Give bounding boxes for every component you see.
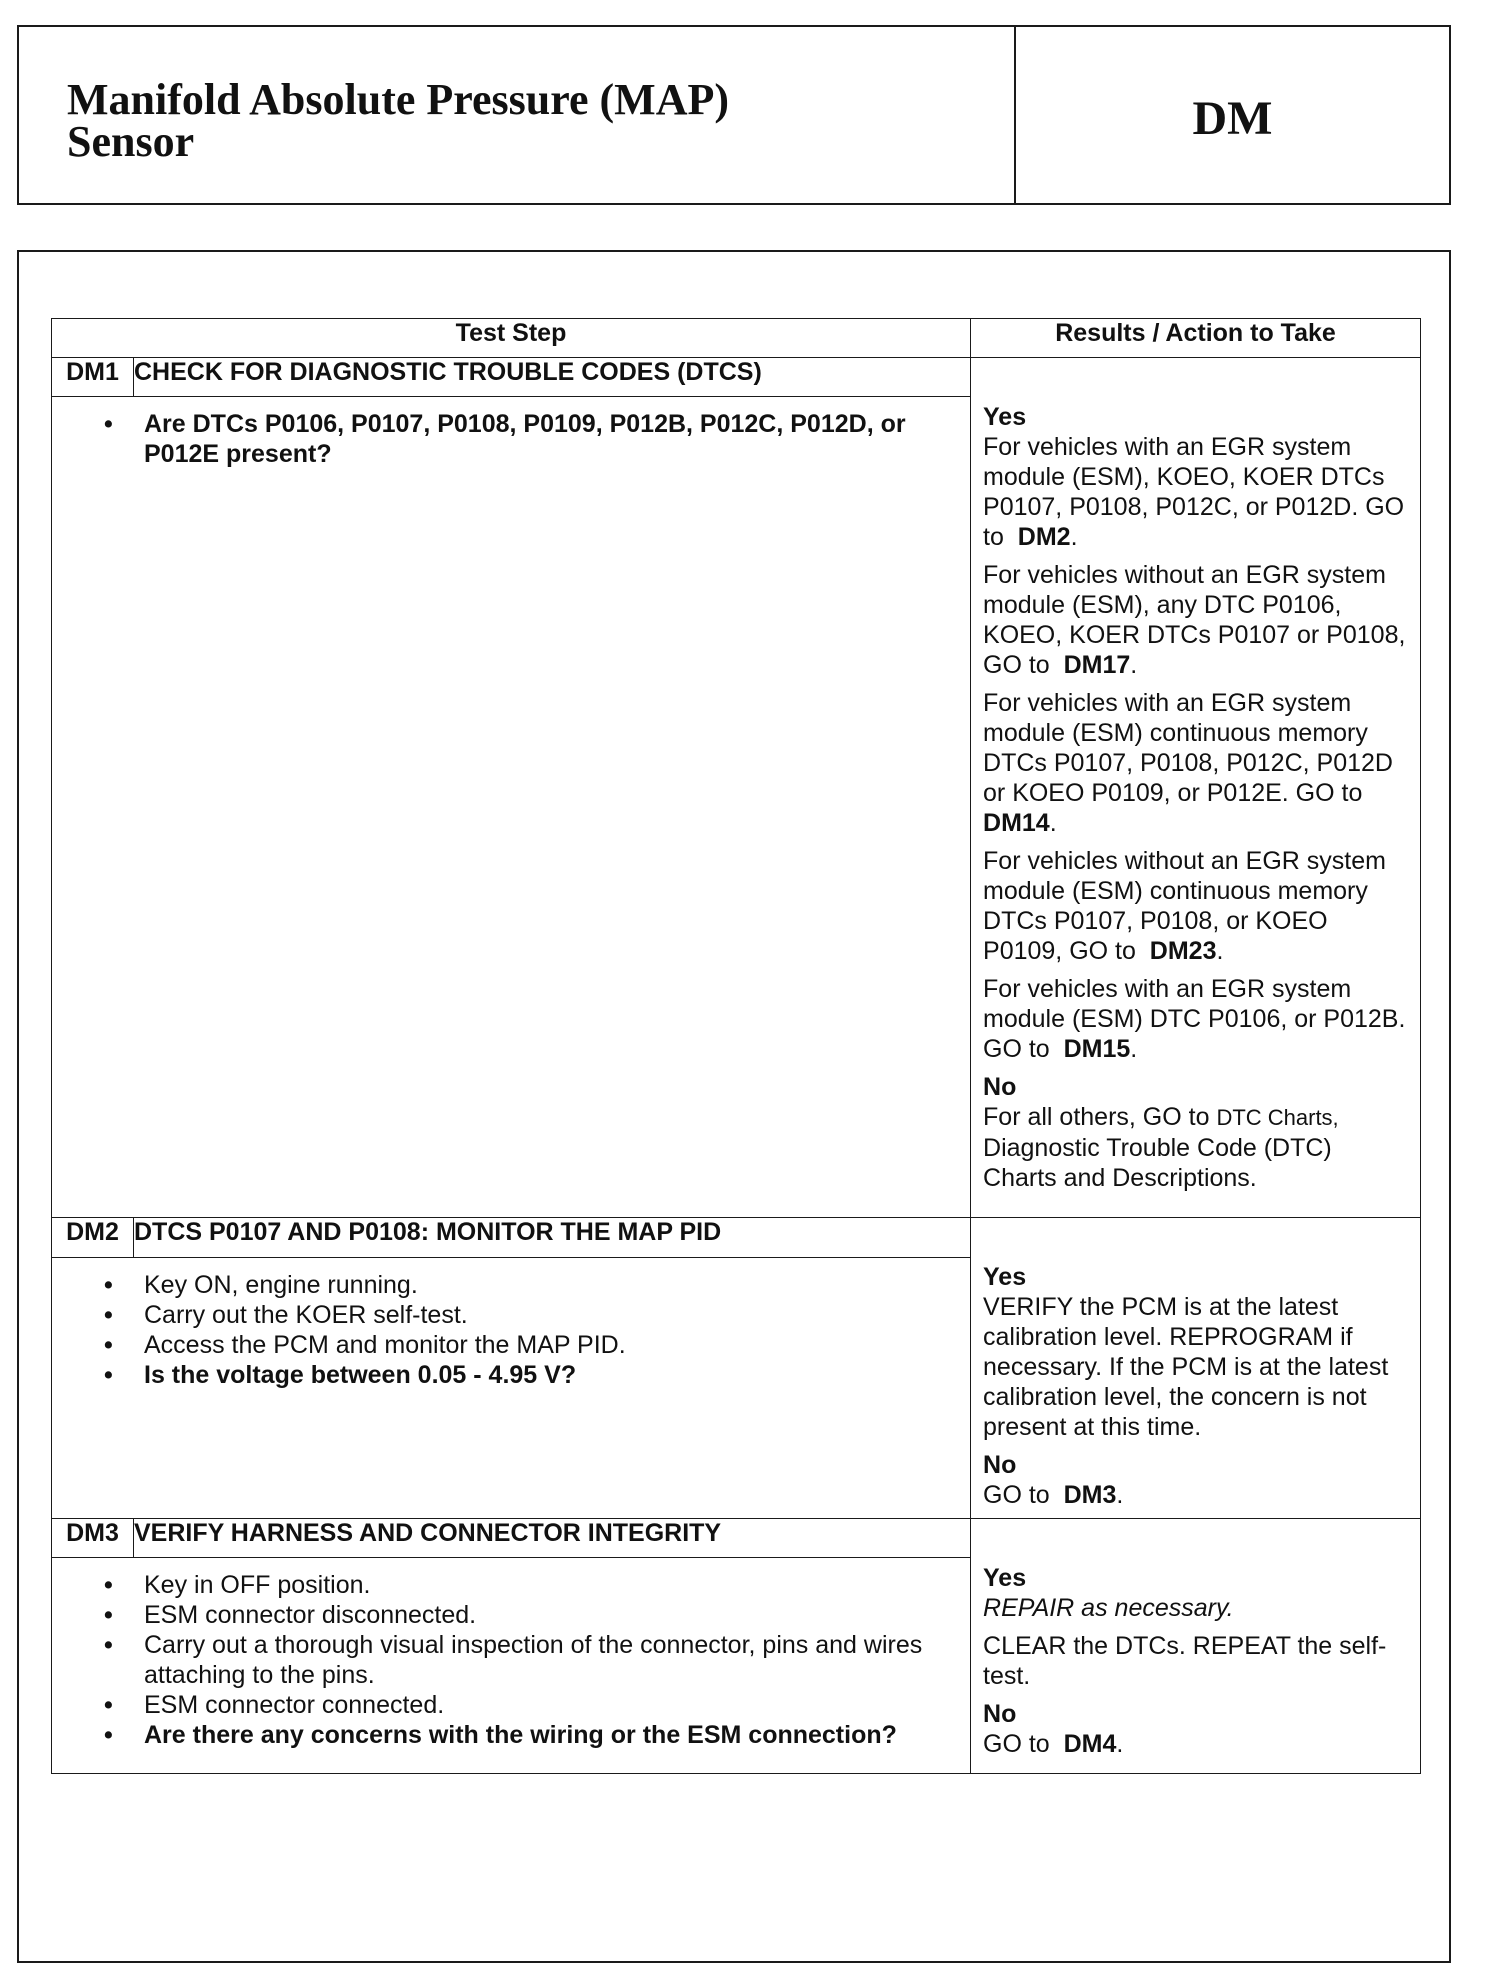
step-id-dm1: DM1 xyxy=(52,358,134,397)
table-header-row xyxy=(52,319,1421,358)
goto-ref: DM2 xyxy=(1017,523,1071,551)
yes-label-dm1: Yes xyxy=(983,403,1027,431)
step-bullet-dm3-2: • ESM connector disconnected. xyxy=(144,1600,950,1630)
goto-ref: DM17 xyxy=(1063,651,1131,679)
no-label-dm2: No xyxy=(983,1451,1017,1479)
step-body-dm2 xyxy=(52,1257,971,1518)
result-item-dm1-3: For vehicles with an EGR system module (ESM) continuous memory DTCs P0107, P0108, P012C, P012D or KOEO P0109, or P012E. GO to DM14. xyxy=(983,689,1393,837)
column-header-test-step: Test Step xyxy=(52,319,971,358)
step-bullet-dm3-5: • Are there any concerns with the wiring or the ESM connection? xyxy=(144,1720,950,1750)
step-bullet-dm2-4: • Is the voltage between 0.05 - 4.95 V? xyxy=(144,1360,950,1390)
step-body-dm1 xyxy=(52,397,971,1218)
page-title xyxy=(19,27,1016,203)
results-cell-dm1 xyxy=(971,358,1421,1218)
yes-text-dm3-1: REPAIR as necessary. xyxy=(983,1594,1234,1622)
yes-label-dm2: Yes xyxy=(983,1263,1027,1291)
goto-ref: DM14 xyxy=(983,809,1050,837)
result-item-dm1-2: For vehicles without an EGR system module (ESM), any DTC P0106, KOEO, KOER DTCs P0107 or P0108, GO to DM17. xyxy=(983,561,1406,679)
goto-ref: DM15 xyxy=(1063,1035,1131,1063)
step-title-dm1: CHECK FOR DIAGNOSTIC TROUBLE CODES (DTCS) xyxy=(134,358,971,397)
step-title-row-dm3 xyxy=(52,1519,1421,1558)
results-cell-dm3 xyxy=(971,1519,1421,1774)
step-title-dm2: DTCS P0107 AND P0108: MONITOR THE MAP PID xyxy=(134,1218,971,1258)
header-box xyxy=(17,25,1451,205)
column-header-results: Results / Action to Take xyxy=(971,319,1421,358)
yes-label-dm3: Yes xyxy=(983,1564,1027,1592)
diagnostic-table xyxy=(51,318,1421,1774)
page-title-line-1: Manifold Absolute Pressure (MAP) xyxy=(67,75,729,124)
step-bullet-dm3-4: • ESM connector connected. xyxy=(144,1690,950,1720)
yes-text-dm3-2: CLEAR the DTCs. REPEAT the self-test. xyxy=(983,1632,1387,1690)
no-label-dm3: No xyxy=(983,1700,1017,1728)
step-bullet-dm3-3: • Carry out a thorough visual inspection of the connector, pins and wires attaching to the pins. xyxy=(144,1630,950,1690)
yes-text-dm2: VERIFY the PCM is at the latest calibration level. REPROGRAM if necessary. If the PCM is at the latest calibration level, the concern is not present at this time. xyxy=(983,1293,1389,1441)
page-title-line-2: Sensor xyxy=(67,117,195,166)
step-bullet-dm3-1: • Key in OFF position. xyxy=(144,1570,950,1600)
step-bullet-dm2-3: • Access the PCM and monitor the MAP PID. xyxy=(144,1330,950,1360)
step-bullet-dm2-2: • Carry out the KOER self-test. xyxy=(144,1300,950,1330)
section-code: DM xyxy=(1192,91,1273,145)
step-id-dm2: DM2 xyxy=(52,1218,134,1258)
results-cell-dm2 xyxy=(971,1218,1421,1519)
goto-ref: DM4 xyxy=(1063,1730,1117,1758)
step-body-dm3 xyxy=(52,1558,971,1774)
step-bullet-dm1-1: • Are DTCs P0106, P0107, P0108, P0109, P012B, P012C, P012D, or P012E present? xyxy=(144,409,950,469)
step-title-row-dm2 xyxy=(52,1218,1421,1258)
step-bullet-dm2-1: • Key ON, engine running. xyxy=(144,1270,950,1300)
no-label-dm1: No xyxy=(983,1073,1017,1101)
goto-ref: DM23 xyxy=(1149,937,1217,965)
step-title-dm3: VERIFY HARNESS AND CONNECTOR INTEGRITY xyxy=(134,1519,971,1558)
step-title-row-dm1 xyxy=(52,358,1421,397)
no-text-dm2: GO to DM3. xyxy=(983,1481,1124,1509)
no-text-dm3: GO to DM4. xyxy=(983,1730,1124,1758)
goto-ref: DM3 xyxy=(1063,1481,1117,1509)
step-id-dm3: DM3 xyxy=(52,1519,134,1558)
no-text-dm1: For all others, GO to DTC Charts, Diagnostic Trouble Code (DTC) Charts and Descriptions. xyxy=(983,1103,1339,1192)
result-item-dm1-4: For vehicles without an EGR system module (ESM) continuous memory DTCs P0107, P0108, or KOEO P0109, GO to DM23. xyxy=(983,847,1386,965)
result-item-dm1-5: For vehicles with an EGR system module (ESM) DTC P0106, or P012B. GO to DM15. xyxy=(983,975,1406,1063)
result-item-dm1-1: For vehicles with an EGR system module (ESM), KOEO, KOER DTCs P0107, P0108, P012C, or P012D. GO to DM2. xyxy=(983,433,1405,551)
